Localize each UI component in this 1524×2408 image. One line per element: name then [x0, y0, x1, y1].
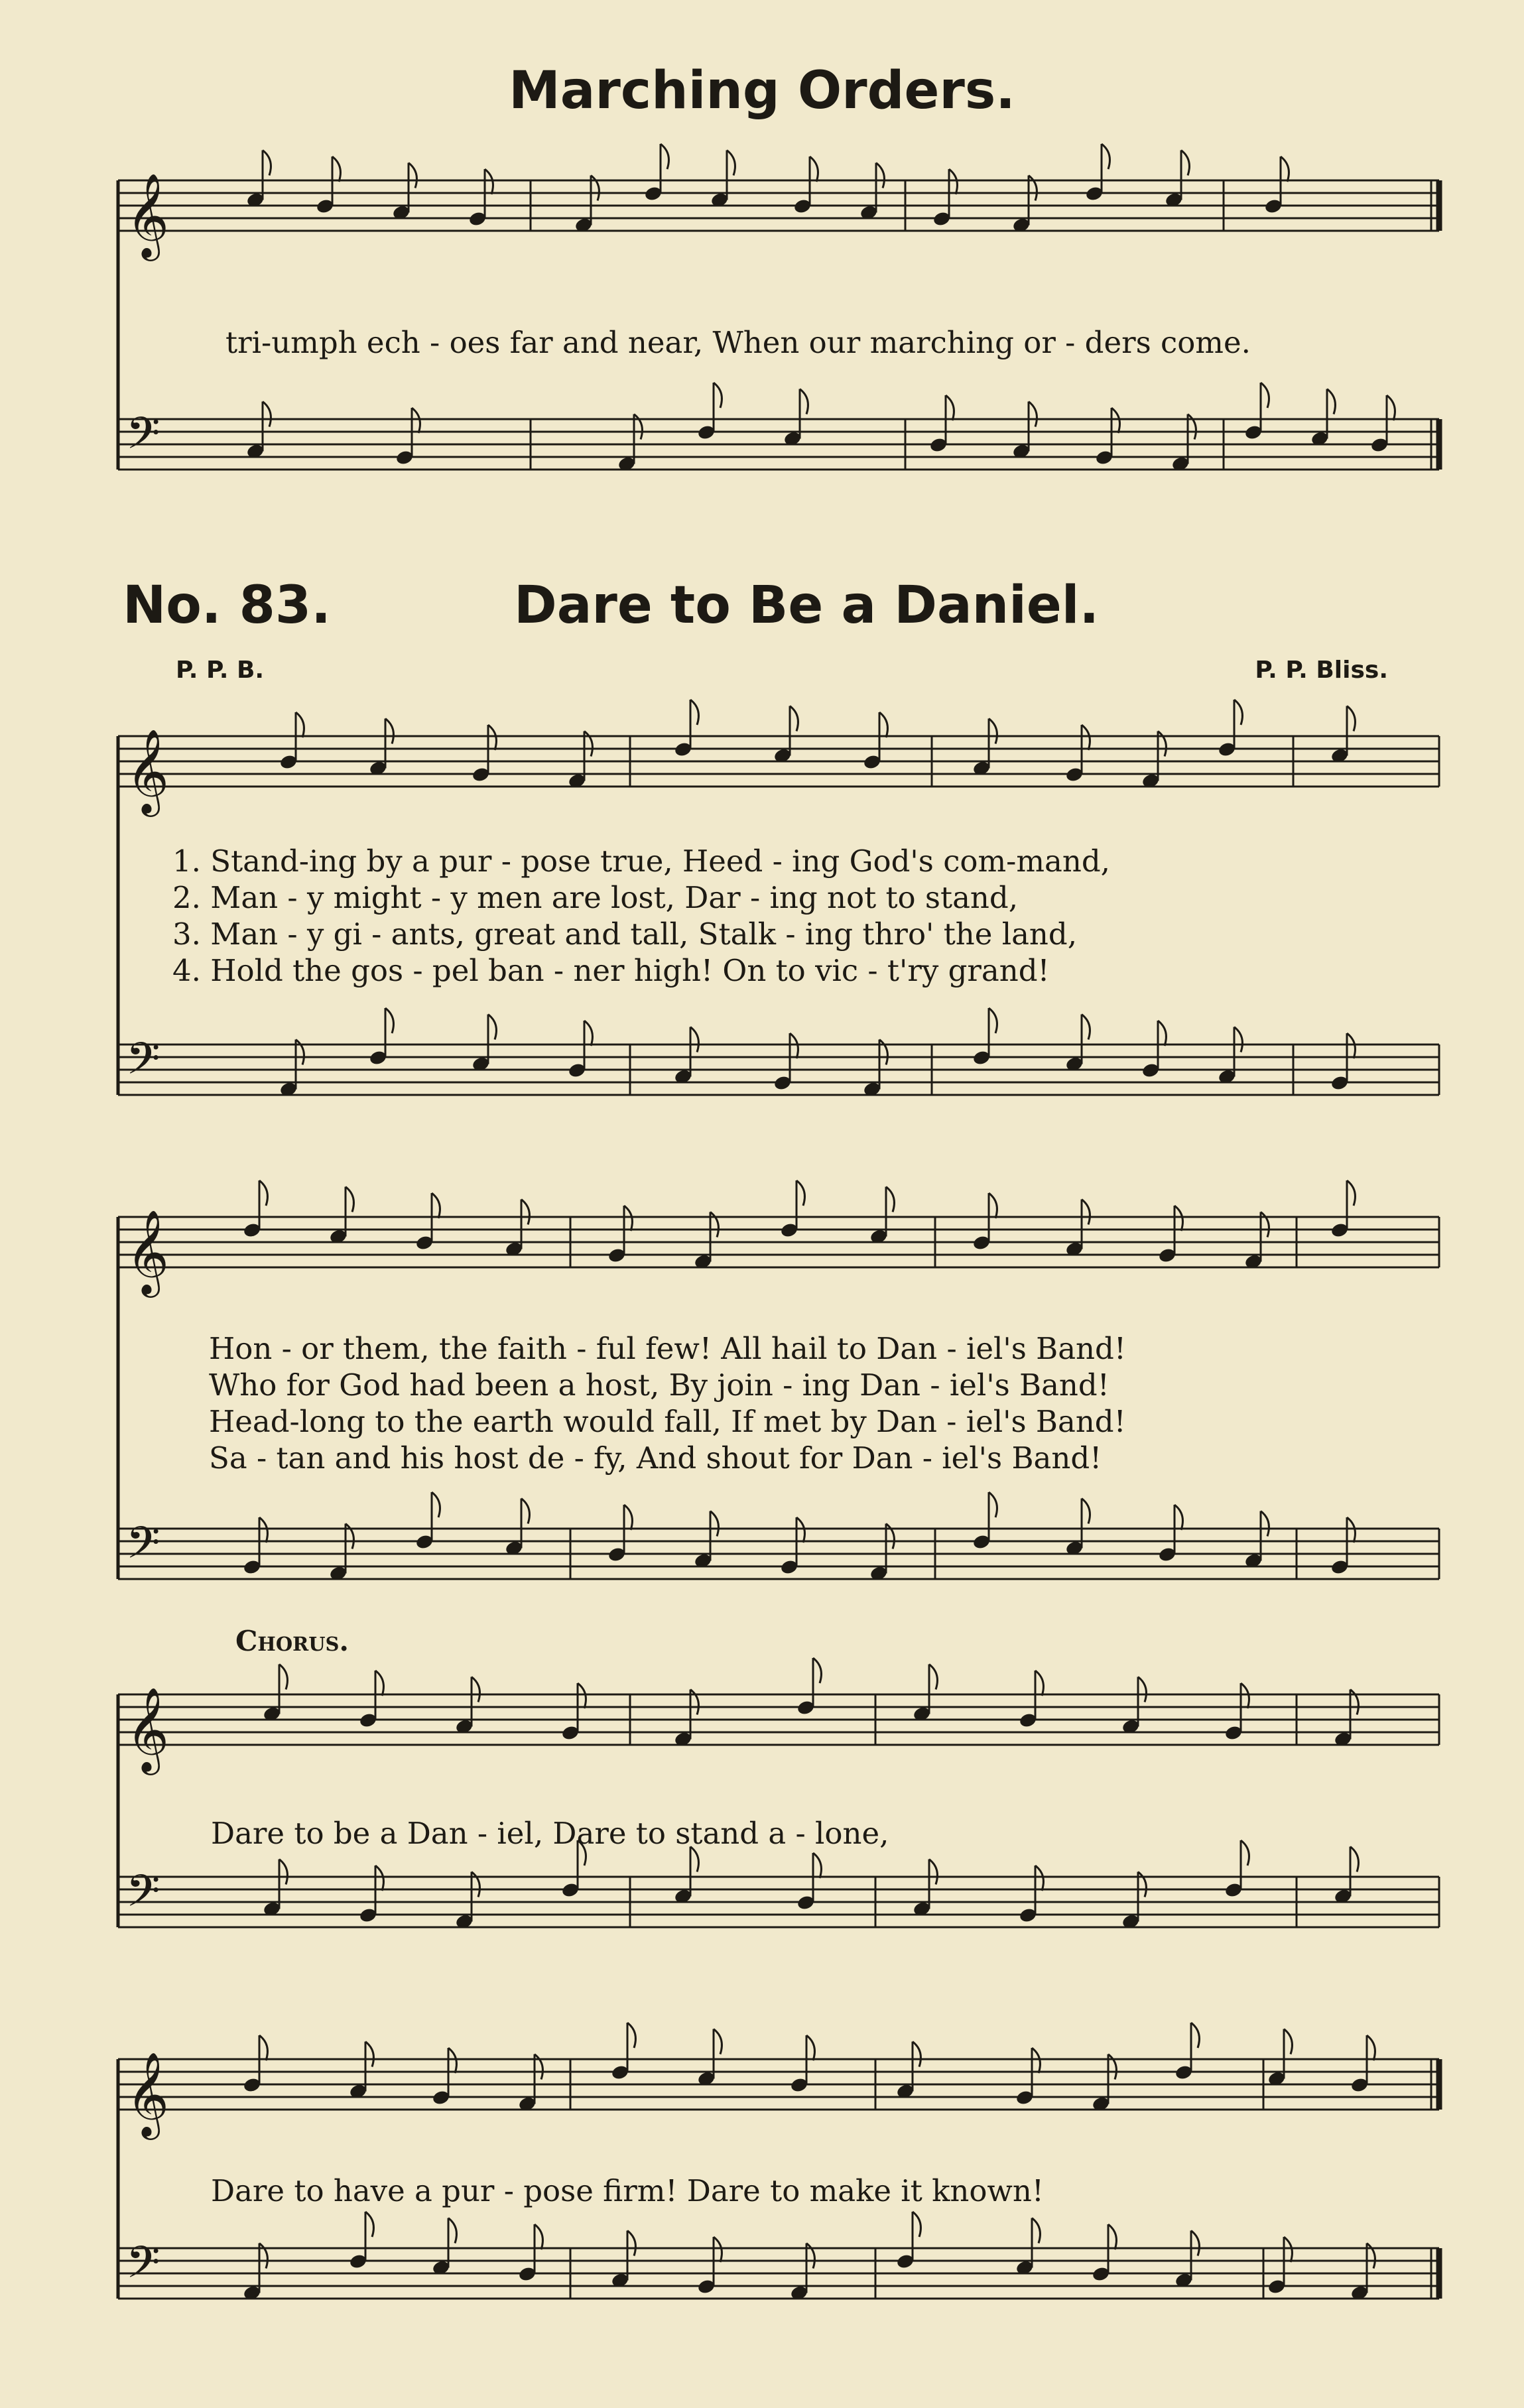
note-flag [535, 2055, 542, 2080]
chorus-lyric: Dare to be a Dan - iel, Dare to stand a - lone, [211, 1816, 889, 1851]
note-flag [1082, 1499, 1090, 1524]
note-flag [346, 1524, 353, 1549]
note-flag [1158, 1021, 1166, 1046]
note-flag [624, 1505, 632, 1530]
note-flag [690, 1027, 698, 1052]
note-flag [1035, 1671, 1043, 1696]
bass-clef-icon: 𝄢 [126, 1033, 160, 1095]
note-flag [488, 1015, 496, 1040]
treble-clef-icon: 𝄞 [126, 1686, 170, 1771]
note-flag [714, 2029, 722, 2055]
note-flag [1234, 1027, 1242, 1052]
note-flag [578, 1840, 586, 1866]
note-flag [485, 169, 493, 194]
note-flag [1111, 408, 1119, 433]
note-flag [584, 731, 592, 757]
note-flag [279, 1665, 287, 1690]
note-flag [448, 2048, 456, 2073]
note-flag [472, 1677, 479, 1702]
note-flag [714, 2237, 722, 2262]
chorus-label: Chorus. [235, 1625, 349, 1657]
note-flag [627, 2231, 635, 2256]
note-flag [929, 1860, 937, 1885]
note-flag [634, 414, 642, 440]
note-flag [432, 1193, 440, 1218]
note-flag [714, 383, 722, 408]
chorus-lyric: Dare to have a pur - pose firm! Dare to make it known! [211, 2173, 1045, 2208]
note-flag [1261, 1212, 1269, 1237]
note-flag [375, 1866, 383, 1891]
note-flag [989, 1193, 997, 1218]
previous-hymn-lyric: tri-umph ech - oes far and near, When our marching or - ders come. [225, 325, 1251, 360]
note-flag [790, 706, 798, 731]
note-flag [1387, 395, 1395, 420]
note-flag [727, 151, 735, 176]
note-flag [690, 1690, 698, 1715]
note-flag [1281, 157, 1289, 182]
note-flag [710, 1212, 718, 1237]
note-flag [886, 1187, 894, 1212]
note-flag [790, 1033, 798, 1058]
note-flag [385, 1008, 393, 1033]
bass-clef-icon: 𝄢 [126, 1866, 160, 1927]
note-flag [1284, 2237, 1292, 2262]
note-flag [796, 1517, 804, 1543]
note-flag [1029, 176, 1037, 201]
note-flag [1082, 1015, 1090, 1040]
note-flag [346, 1187, 353, 1212]
note-flag [365, 2212, 373, 2237]
note-flag [627, 2023, 635, 2048]
words-credit: P. P. B. [176, 657, 265, 684]
note-flag [946, 395, 954, 420]
music-credit: P. P. Bliss. [1255, 657, 1388, 684]
note-flag [1350, 1690, 1358, 1715]
note-flag [1032, 2048, 1040, 2073]
note-flag [263, 151, 271, 176]
note-flag [1327, 389, 1335, 414]
note-flag [521, 1200, 529, 1225]
treble-clef-icon: 𝄞 [126, 2051, 170, 2136]
note-flag [259, 1517, 267, 1543]
note-flag [1032, 2218, 1040, 2244]
verse-line: 1. Stand-ing by a pur - pose true, Heed - ing God's com-mand, [172, 844, 1110, 879]
note-flag [1175, 1206, 1182, 1231]
note-flag [409, 163, 416, 188]
note-flag [989, 719, 997, 744]
treble-clef-icon: 𝄞 [126, 1209, 170, 1294]
note-flag [886, 1524, 894, 1549]
note-flag [1350, 1847, 1358, 1872]
note-flag [448, 2218, 456, 2244]
hymn-title: Dare to Be a Daniel. [514, 576, 1100, 635]
note-flag [1035, 1866, 1043, 1891]
verse-line: 2. Man - y might - y men are lost, Dar - ing not to stand, [172, 880, 1019, 915]
note-flag [690, 700, 698, 725]
note-flag [813, 1853, 821, 1878]
note-flag [263, 402, 271, 427]
note-flag [412, 408, 420, 433]
note-flag [806, 2035, 814, 2060]
note-flag [365, 2042, 373, 2067]
note-flag [1082, 725, 1090, 750]
note-flag [259, 2035, 267, 2060]
note-flag [375, 1671, 383, 1696]
hymn-number: No. 83. [123, 576, 331, 635]
note-flag [661, 144, 668, 169]
note-flag [1347, 1517, 1355, 1543]
note-flag [1284, 2029, 1292, 2055]
note-flag [1082, 1200, 1090, 1225]
note-flag [913, 2212, 921, 2237]
note-flag [1347, 1033, 1355, 1058]
note-flag [521, 1499, 529, 1524]
note-flag [1138, 1677, 1146, 1702]
note-flag [949, 169, 957, 194]
note-flag [710, 1511, 718, 1537]
treble-clef-icon: 𝄞 [126, 172, 170, 257]
note-flag [1191, 2023, 1199, 2048]
note-flag [296, 712, 304, 737]
note-flag [591, 176, 599, 201]
note-flag [800, 389, 808, 414]
bass-clef-icon: 𝄢 [126, 1517, 160, 1579]
note-flag [913, 2042, 921, 2067]
note-flag [879, 1040, 887, 1065]
note-flag [1367, 2035, 1375, 2060]
note-flag [385, 719, 393, 744]
note-flag [332, 157, 340, 182]
verse-line: Sa - tan and his host de - fy, And shout for Dan - iel's Band! [209, 1440, 1102, 1476]
note-flag [1261, 383, 1269, 408]
note-flag [1188, 414, 1196, 440]
note-flag [1241, 1683, 1249, 1708]
note-flag [929, 1665, 937, 1690]
note-flag [578, 1683, 586, 1708]
verse-line: Head-long to the earth would fall, If met by Dan - iel's Band! [209, 1404, 1126, 1439]
verse-line: 3. Man - y gi - ants, great and tall, Stalk - ing thro' the land, [172, 917, 1078, 952]
note-flag [488, 725, 496, 750]
bass-clef-icon: 𝄢 [126, 2237, 160, 2299]
note-flag [535, 2224, 542, 2250]
note-flag [1108, 2224, 1116, 2250]
verse-line: Who for God had been a host, By join - ing Dan - iel's Band! [209, 1367, 1110, 1403]
note-flag [472, 1872, 479, 1897]
note-flag [1261, 1511, 1269, 1537]
note-flag [432, 1492, 440, 1517]
note-flag [296, 1040, 304, 1065]
note-flag [1347, 1180, 1355, 1206]
note-flag [876, 163, 884, 188]
bass-clef-icon: 𝄢 [126, 408, 160, 470]
note-flag [1191, 2231, 1199, 2256]
note-flag [989, 1008, 997, 1033]
note-flag [1367, 2244, 1375, 2269]
verse-line: 4. Hold the gos - pel ban - ner high! On to vic - t'ry grand! [172, 953, 1050, 988]
previous-hymn-title: Marching Orders. [509, 61, 1015, 121]
note-flag [259, 1180, 267, 1206]
note-flag [806, 2244, 814, 2269]
note-flag [259, 2244, 267, 2269]
note-flag [810, 157, 818, 182]
note-flag [1102, 144, 1110, 169]
note-flag [1029, 402, 1037, 427]
note-flag [1347, 706, 1355, 731]
note-flag [1158, 731, 1166, 757]
note-flag [989, 1492, 997, 1517]
note-flag [1175, 1505, 1182, 1530]
note-flag [584, 1021, 592, 1046]
note-flag [624, 1206, 632, 1231]
note-flag [1234, 700, 1242, 725]
note-flag [1241, 1840, 1249, 1866]
verse-line: Hon - or them, the faith - ful few! All hail to Dan - iel's Band! [209, 1331, 1126, 1366]
note-flag [1108, 2055, 1116, 2080]
treble-clef-icon: 𝄞 [126, 728, 170, 813]
note-flag [1181, 151, 1189, 176]
note-flag [813, 1658, 821, 1683]
note-flag [879, 712, 887, 737]
note-flag [796, 1180, 804, 1206]
note-flag [690, 1847, 698, 1872]
note-flag [279, 1860, 287, 1885]
note-flag [1138, 1872, 1146, 1897]
